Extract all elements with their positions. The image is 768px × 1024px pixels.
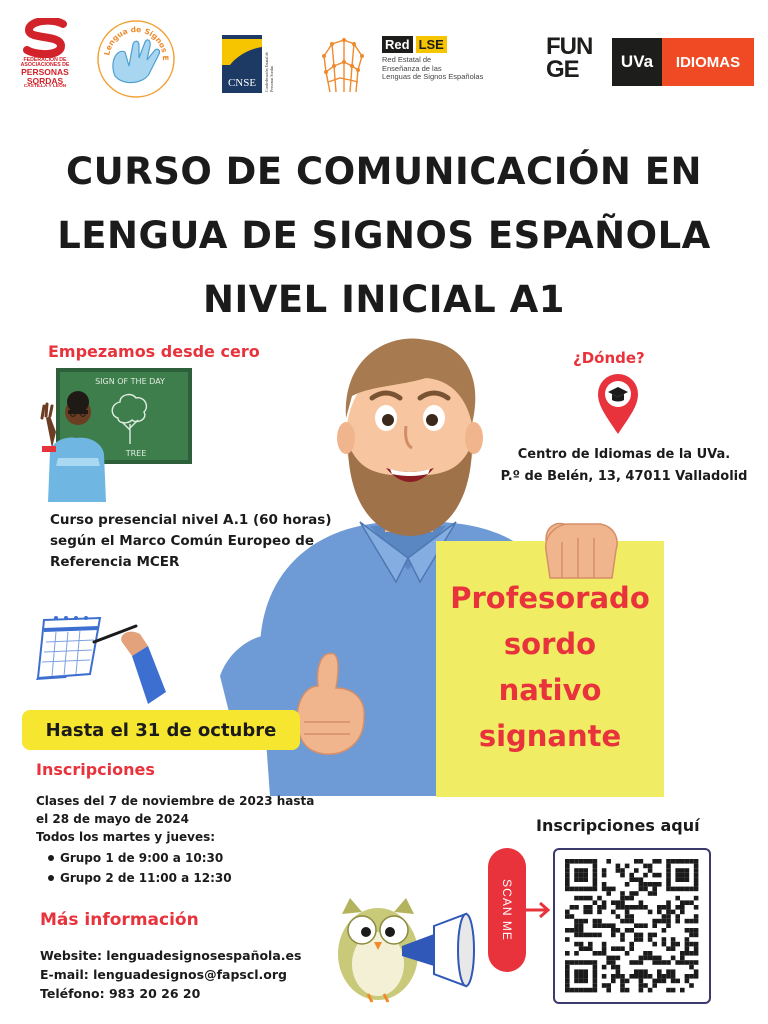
location-pin-icon: [596, 372, 640, 436]
curso-line1: Curso presencial nivel A.1 (60 horas): [50, 512, 332, 528]
federacion-line4: SORDAS: [26, 75, 64, 86]
contact-email[interactable]: E-mail: lenguadesignos@fapscl.org: [40, 967, 287, 982]
donde-heading: ¿Dónde?: [573, 349, 645, 367]
card-line2: sordo: [503, 627, 597, 661]
qr-code-frame[interactable]: [553, 848, 711, 1004]
grupo-item-2: Grupo 2 de 11:00 a 12:30: [46, 868, 232, 888]
cnse-logo: [222, 35, 300, 95]
hand-holding-card-illustration: [540, 520, 622, 580]
contact-website[interactable]: Website: lenguadesignosespañola.es: [40, 948, 302, 963]
donde-line2: P.º de Belén, 13, 47011 Valladolid: [500, 469, 748, 484]
title-line2: LENGUA DE SIGNOS ESPAÑOLA: [57, 214, 711, 257]
red-lse-logo: [382, 36, 502, 96]
scan-me-label: [488, 848, 526, 972]
empezamos-heading: Empezamos desde cero: [48, 342, 260, 361]
title-line3: NIVEL INICIAL A1: [203, 278, 565, 321]
cnse-full: Confederación Estatal de Personas Sordas: [264, 51, 274, 92]
federacion-line3: PERSONAS: [21, 67, 69, 78]
funge-line2: GE: [546, 55, 579, 83]
lengua-signos-logo: [95, 18, 177, 100]
red-lse-red: Red: [382, 36, 413, 53]
lengua-signos-logo-text: Lengua de Signos E: [102, 24, 171, 61]
chalkboard-top: SIGN OF THE DAY: [95, 377, 165, 386]
clases-line2: el 28 de mayo de 2024: [36, 812, 189, 826]
contact-info: [40, 946, 301, 1003]
grupos-list: [46, 848, 232, 888]
funge-line1: FUN: [546, 33, 593, 60]
calendar-pen-illustration: [36, 612, 166, 704]
contact-phone[interactable]: Teléfono: 983 20 26 20: [40, 986, 201, 1001]
title-line1: CURSO DE COMUNICACIÓN EN: [66, 150, 702, 193]
funge-logo: [546, 33, 608, 88]
federacion-s-icon: [19, 18, 71, 58]
scan-me-text: SCAN ME: [500, 879, 514, 941]
chalkboard-bottom: TREE: [125, 449, 147, 458]
clases-line3: Todos los martes y jueves:: [36, 830, 216, 844]
curso-line3: Referencia MCER: [50, 554, 180, 570]
inscripciones-aqui-heading: Inscripciones aquí: [536, 816, 700, 835]
cnse-abbr: CNSE: [227, 77, 257, 89]
red-lse-sub2: Enseñanza de las: [382, 63, 442, 73]
uva-logo: UVa: [612, 38, 662, 86]
red-lse-lse: LSE: [416, 36, 447, 53]
federacion-line5: CASTILLA Y LEÓN: [23, 84, 67, 90]
scan-arrow-icon: [526, 900, 554, 920]
card-line3: nativo: [498, 673, 602, 707]
hasta-deadline-badge: Hasta el 31 de octubre: [22, 710, 300, 750]
curso-line2: según el Marco Común Europeo de: [50, 533, 314, 549]
card-line1: Profesorado: [450, 581, 650, 615]
red-lse-sub1: Red Estatal de: [382, 55, 432, 64]
grupo-item-1: Grupo 1 de 9:00 a 10:30: [46, 848, 232, 868]
federacion-line2: ASOCIACIONES DE: [20, 62, 70, 69]
teacher-chalkboard-illustration: [40, 366, 200, 502]
page-title: [0, 140, 768, 332]
idiomas-logo: IDIOMAS: [662, 38, 754, 86]
federacion-logo: [14, 18, 76, 108]
card-line4: signante: [478, 719, 622, 753]
federacion-line1: FEDERACIÓN DE: [23, 57, 67, 63]
clases-description: [36, 792, 336, 846]
mas-info-heading: Más información: [40, 910, 199, 930]
profesorado-card-text: [436, 575, 664, 759]
inscripciones-heading: Inscripciones: [36, 760, 155, 779]
red-lse-sub3: Lenguas de Signos Españolas: [382, 72, 484, 82]
donde-line1: Centro de Idiomas de la UVa.: [517, 447, 731, 462]
owl-megaphone-illustration: [328, 884, 476, 1004]
clases-line1: Clases del 7 de noviembre de 2023 hasta: [36, 794, 315, 808]
network-hand-icon: [316, 36, 368, 96]
qr-code-icon[interactable]: [555, 850, 709, 1002]
